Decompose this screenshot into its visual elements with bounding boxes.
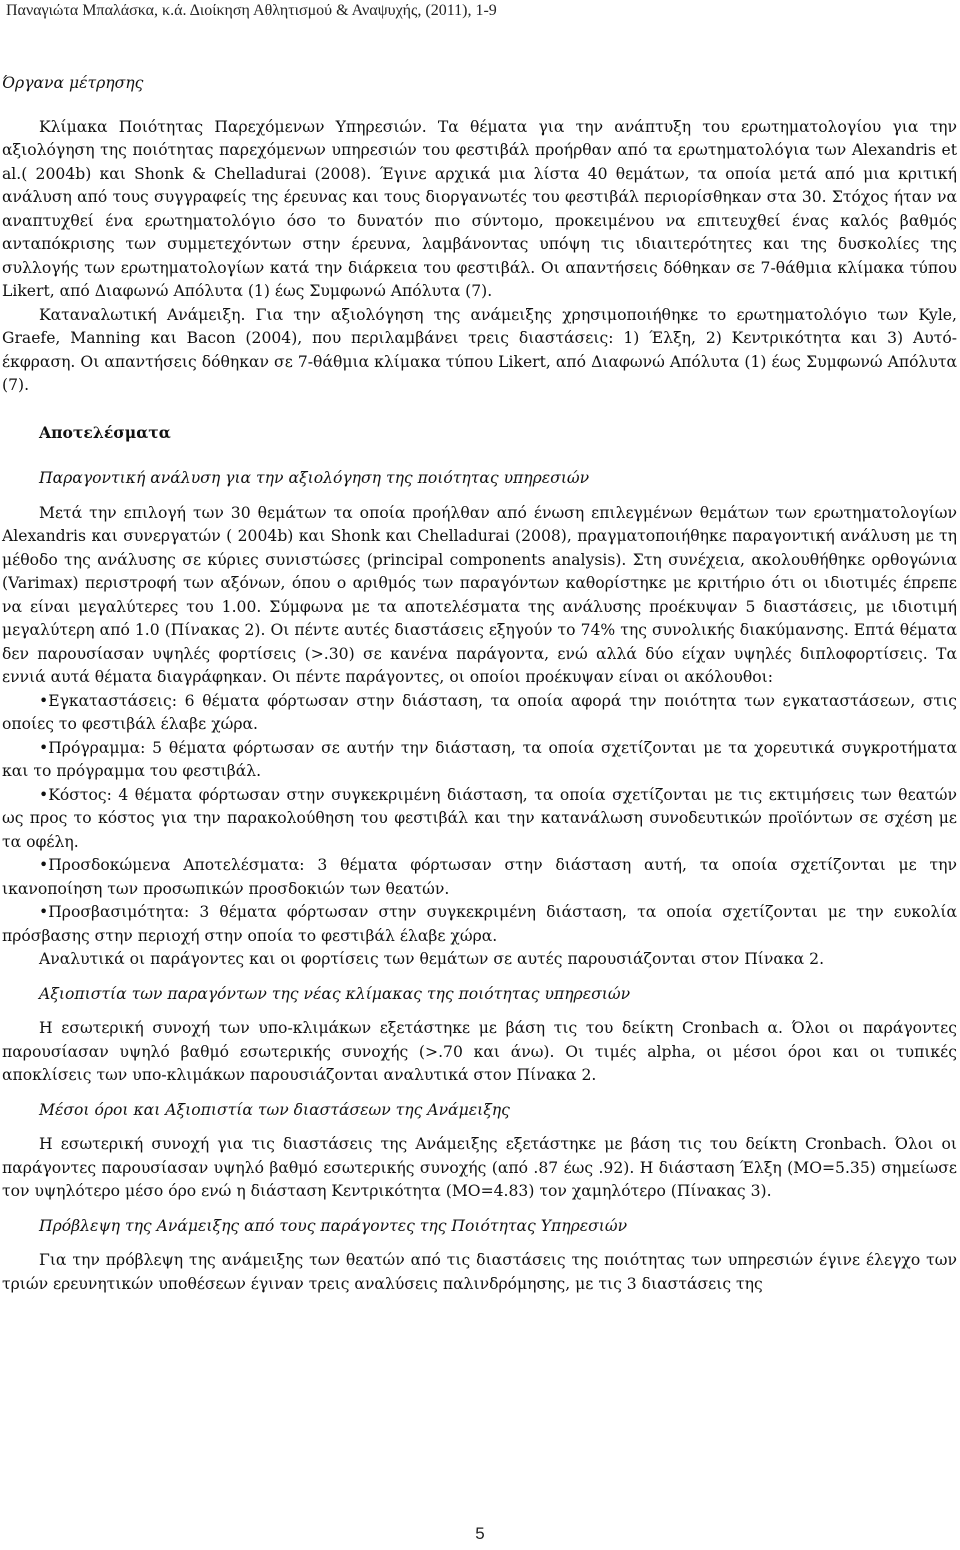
running-header: Παναγιώτα Μπαλάσκα, κ.ά. Διοίκηση Αθλητισμού & Αναψυχής, (2011), 1-9 [6,2,497,19]
instruments-heading: Όργανα μέτρησης [2,74,144,92]
paragraph-involvement-means: Η εσωτερική συνοχή για τις διαστάσεις της Ανάμειξης εξετάστηκε με βάση τις του δείκτη Cronbach. Όλοι οι παράγοντες παρουσίασαν υψηλό βαθμό εσωτερικής συνοχής (από .87 έως .92). Η διάσταση Έλξη (ΜΟ=5.35) σημείωσε τον υψηλότερο μέσο όρο ενώ η διάσταση Κεντρικότητα (ΜΟ=4.83) τον χαμηλότερο (Πίνακας 3). [2,1135,957,1200]
results-title: Αποτελέσματα [39,422,171,442]
paragraph-factor-analysis: Μετά την επιλογή των 30 θεμάτων τα οποία προήλθαν από ένωση επιλεγμένων θεμάτων των ερωτηματολογίων Alexandris και συνεργατών ( 2004b) και Shonk και Chelladurai (2008), πραγματοποιήθηκε παραγοντική ανάλυση με τη μέθοδο της ανάλυσης σε κύριες συνιστώσες (principal components analysis). Στη συνέχεια, ακολουθήθηκε ορθογώνια (Varimax) περιστροφή των αξόνων, όπου ο αριθμός των παραγόντων καθορίστηκε με κριτήριο ότι οι ιδιοτιμές έπρεπε να είναι μεγαλύτερες του 1.00. Σύμφωνα με τα αποτελέσματα της ανάλυσης προέκυψαν 5 διαστάσεις, με ιδιοτιμή μεγαλύτερη από 1.0 (Πίνακας 2). Οι πέντε αυτές διαστάσεις εξηγούν το 74% της συνολικής διακύμανσης. Επτά θέματα δεν παρουσίασαν υψηλές φορτίσεις (>.30) σε κανένα παράγοντα, ενώ αλλά δύο είχαν υψηλές διπλοφορτίσεις. Τα εννιά αυτά θέματα διαγράφηκαν. Οι πέντε παράγοντες, οι οποίοι προέκυψαν είναι οι ακόλουθοι: [2,503,957,686]
scale-text: Τα θέματα για την ανάπτυξη του ερωτηματολογίου για την αξιολόγηση της ποιότητας παρεχόμενων υπηρεσιών του φεστιβάλ προήρθαν από τα ερωτηματολόγια των Alexandris et al.( 2004b) και Shonk & Chelladurai (2008). Έγινε αρχικά μια λίστα 40 θεμάτων, τα οποία μετά από μια κριτική ανάλυση από τους συγγραφείς της έρευνας και τους διοργανωτές του φεστιβάλ περιορίσθηκαν στα 30. Στόχος ήταν να αναπτυχθεί ένα ερωτηματολόγιο όσο το δυνατόν πιο σύντομο, προκειμένου να επιτευχθεί ένας καλός βαθμός ανταπόκρισης των συμμετεχόντων στην έρευνα, λαμβάνοντας υπόψη τις ιδιαιτερότητες και της δυσκολίες της συλλογής των ερωτηματολογίων κατά την διάρκεια του φεστιβάλ. Οι απαντήσεις δόθηκαν σε 7-θάθμια κλίμακα τύπου Likert, από Διαφωνώ Απόλυτα (1) έως Συμφωνώ Απόλυτα (7). [2,117,957,300]
page-number: 5 [475,1524,485,1543]
involvement-lead: Καταναλωτική Ανάμειξη. [39,305,246,324]
document-body [2,72,957,1296]
subheading-factor-analysis: Παραγοντική ανάλυση για την αξιολόγηση της ποιότητας υπηρεσιών [39,469,590,487]
bullet-facilities: •Εγκαταστάσεις: 6 θέματα φόρτωσαν στην διάσταση, τα οποία αφορά την ποιότητα των εγκαταστάσεων, στις οποίες το φεστιβάλ έλαβε χώρα. [2,691,957,733]
subheading-prediction: Πρόβλεψη της Ανάμειξης από τους παράγοντες της Ποιότητας Υπηρεσιών [39,1216,628,1235]
paragraph-service-quality-scale [2,116,957,304]
bullet-expected-outcomes: •Προσδοκώμενα Αποτελέσματα: 3 θέματα φόρτωσαν στην διάσταση αυτή, τα οποία σχετίζονται με την ικανοποίηση των προσωπικών προσδοκιών των θεατών. [2,856,957,898]
bullet-cost: •Κόστος: 4 θέματα φόρτωσαν στην συγκεκριμένη διάσταση, τα οποία σχετίζονται με τις εκτιμήσεις των θεατών ως προς το κόστος για την παρακολούθηση του φεστιβάλ και την κατανάλωση συνοδευτικών προϊόντων σε σχέση με τα οφέλη. [2,785,957,851]
bullet-program: •Πρόγραμμα: 5 θέματα φόρτωσαν σε αυτήν την διάσταση, τα οποία σχετίζονται με τα χορευτικά συγκροτήματα και το πρόγραμμα του φεστιβάλ. [2,738,957,780]
scale-lead: Κλίμακα Ποιότητας Παρεχόμενων Υπηρεσιών. [39,117,427,136]
bullet-accessibility: •Προσβασιμότητα: 3 θέματα φόρτωσαν στην συγκεκριμένη διάσταση, τα οποία σχετίζονται με την ευκολία πρόσβασης στην περιοχή στην οποία το φεστιβάλ έλαβε χώρα. [2,903,957,945]
subheading-reliability: Αξιοπιστία των παραγόντων της νέας κλίμακας της ποιότητας υπηρεσιών [39,984,631,1003]
paragraph-prediction: Για την πρόβλεψη της ανάμειξης των θεατών από τις διαστάσεις της ποιότητας των υπηρεσιών έγινε έλεγχο των τριών ερευνητικών υποθέσεων έγιναν τρεις αναλύσεις παλινδρόμησης, με τις 3 διαστάσεις της [2,1251,957,1293]
paragraph-reliability: Η εσωτερική συνοχή των υπο-κλιμάκων εξετάστηκε με βάση τις του δείκτη Cronbach α. Όλοι οι παράγοντες παρουσίασαν υψηλό βαθμό εσωτερικής συνοχής (>.70 και άνω). Οι τιμές alpha, οι μέσοι όροι και οι τυπικές αποκλίσεις των υπο-κλιμάκων παρουσιάζονται αναλυτικά στον Πίνακα 2. [2,1019,957,1084]
paragraph-involvement [2,304,957,398]
involvement-text: Για την αξιολόγηση της ανάμειξης χρησιμοποιήθηκε το ερωτηματολόγιο των Kyle, Graefe, Manning και Bacon (2004), που περιλαμβάνει τρεις διαστάσεις: 1) Έλξη, 2) Κεντρικότητα και 3) Αυτό-έκφραση. Οι απαντήσεις δόθηκαν σε 7-θάθμια κλίμακα τύπου Likert, από Διαφωνώ Απόλυτα (1) έως Συμφωνώ Απόλυτα (7). [2,305,957,394]
subheading-involvement-means: Μέσοι όροι και Αξιοπιστία των διαστάσεων της Ανάμειξης [39,1100,510,1119]
paragraph-table-reference: Αναλυτικά οι παράγοντες και οι φορτίσεις των θεμάτων σε αυτές παρουσιάζονται στον Πίνακα 2. [39,950,825,968]
